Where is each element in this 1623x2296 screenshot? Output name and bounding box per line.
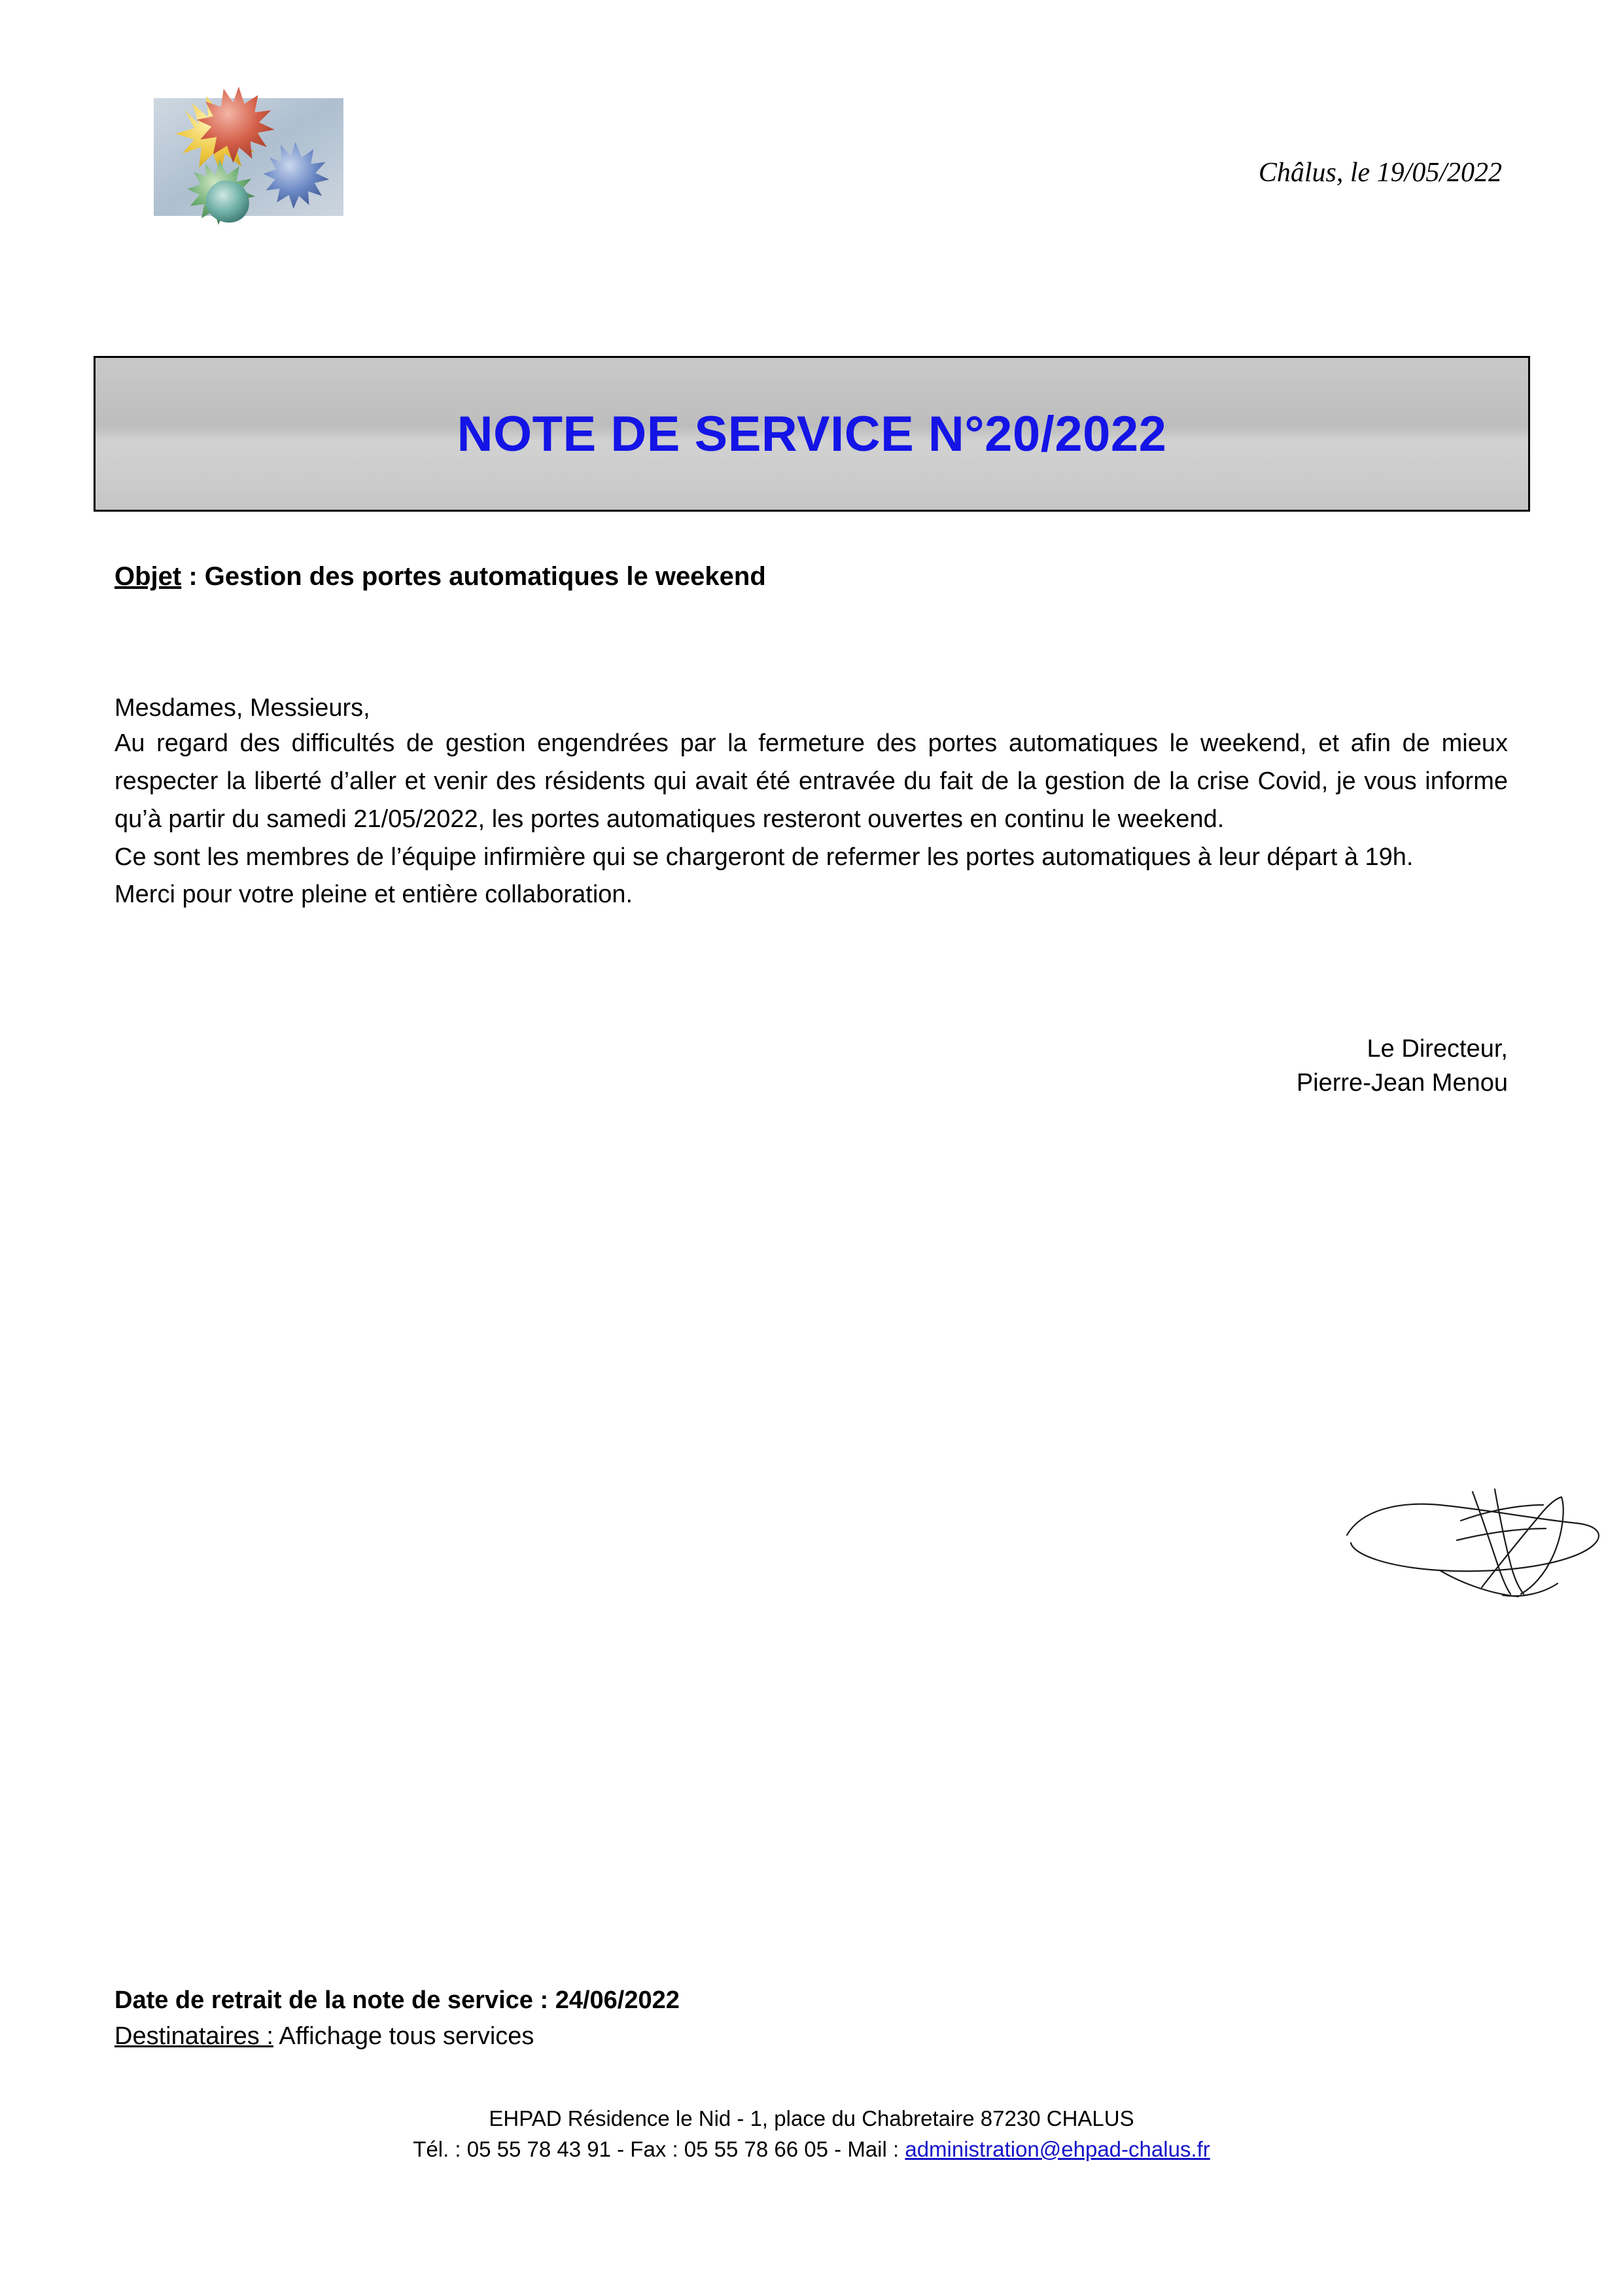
page-title: NOTE DE SERVICE N°20/2022 [457, 406, 1167, 462]
paragraph-2: Ce sont les membres de l’équipe infirmière qui se chargeront de refermer les portes automatiques à leur départ à 19h. [114, 843, 1414, 871]
subject-separator: : [181, 562, 205, 591]
salutation: Mesdames, Messieurs, [114, 694, 370, 722]
footer-email-link[interactable]: administration@ehpad-chalus.fr [905, 2136, 1210, 2161]
footer-contact [0, 2134, 1623, 2165]
withdraw-date-value: 24/06/2022 [548, 1987, 680, 2014]
handwritten-signature [1342, 1472, 1616, 1616]
signature-name: Pierre-Jean Menou [1296, 1069, 1508, 1097]
subject-line [114, 559, 1508, 593]
subject-label: Objet [114, 562, 182, 591]
signature-role: Le Directeur, [1367, 1035, 1508, 1063]
recipients-label: Destinataires : [114, 2022, 273, 2051]
note-title-band [94, 356, 1530, 512]
recipients-value: Affichage tous services [273, 2022, 534, 2051]
signature-block [114, 1032, 1508, 1101]
ehpad-logo [128, 59, 389, 288]
withdraw-date-label: Date de retrait de la note de service : [114, 1987, 549, 2014]
paragraph-3: Merci pour votre pleine et entière collaboration. [114, 881, 633, 909]
footer-contact-text: Tél. : 05 55 78 43 91 - Fax : 05 55 78 66 05 - Mail : [413, 2136, 905, 2161]
subject-text: Gestion des portes automatiques le weekend [204, 562, 766, 591]
document-footer [0, 2104, 1623, 2165]
document-body [114, 559, 1508, 1101]
recipients-line [114, 2019, 1508, 2055]
footer-address: EHPAD Résidence le Nid - 1, place du Chabretaire 87230 CHALUS [489, 2106, 1134, 2130]
paragraph-1: Au regard des difficultés de gestion engendrées par la fermeture des portes automatiques le weekend, et afin de mieux respecter la liberté d’aller et venir des résidents qui avait été entravée du fait de la gestion de la crise Covid, je vous informe qu’à partir du samedi 21/05/2022, les portes automatiques resteront ouvertes en continu le weekend. [114, 730, 1508, 833]
document-header [121, 0, 1502, 275]
withdraw-date-line [114, 1983, 1508, 2019]
withdraw-info [114, 1983, 1508, 2055]
letter-date: Châlus, le 19/05/2022 [1258, 158, 1502, 188]
